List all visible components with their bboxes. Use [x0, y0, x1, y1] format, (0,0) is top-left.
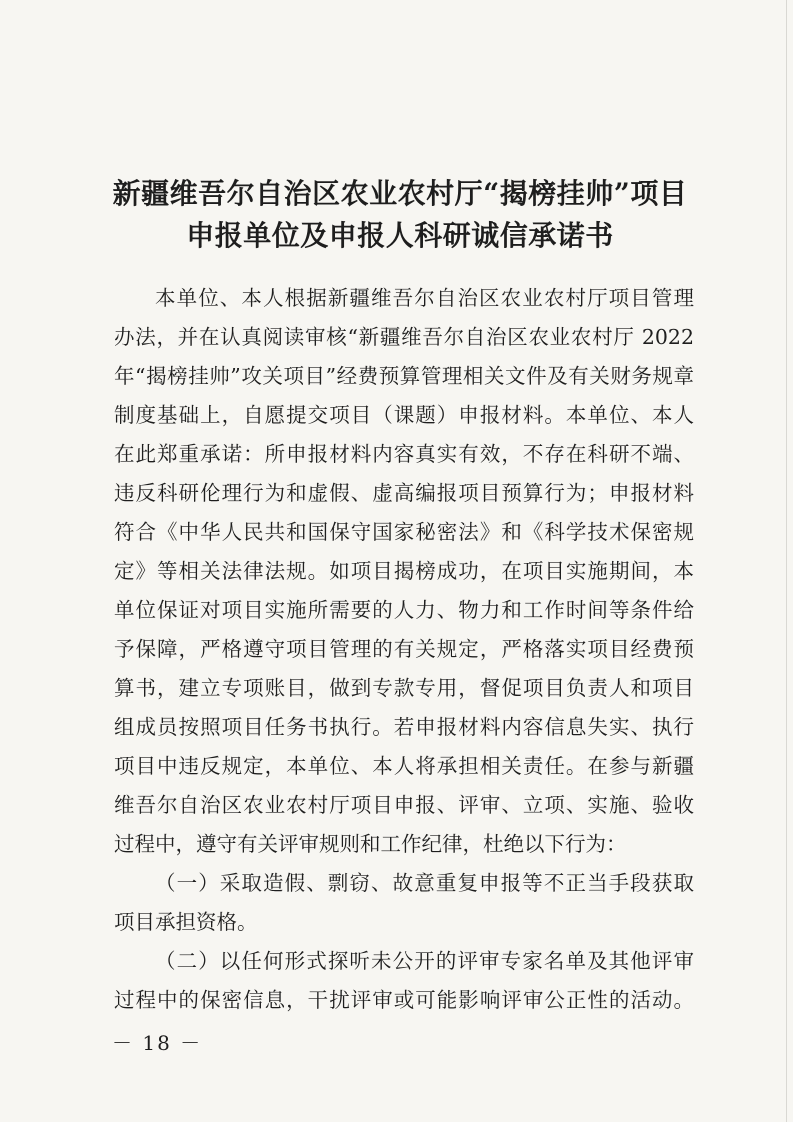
- body-line: 予保障，严格遵守项目管理的有关规定，严格落实项目经费预: [114, 637, 694, 661]
- body-line: 办法，并在认真阅读审核“新疆维吾尔自治区农业农村厅 2022: [114, 325, 694, 349]
- body-line: 过程中，遵守有关评审规则和工作纪律，杜绝以下行为：: [114, 832, 627, 856]
- body-line: 项目中违反规定，本单位、本人将承担相关责任。在参与新疆: [114, 754, 694, 778]
- list-item-2-continuation: 过程中的保密信息，干扰评审或可能影响评审公正性的活动。: [114, 988, 694, 1012]
- body-line: 定》等相关法律法规。如项目揭榜成功，在项目实施期间，本: [114, 559, 694, 583]
- body-line: 符合《中华人民共和国保守国家秘密法》和《科学技术保密规: [114, 520, 694, 544]
- body-line: 本单位、本人根据新疆维吾尔自治区农业农村厅项目管理: [155, 286, 694, 310]
- list-item-2: （二）以任何形式探听未公开的评审专家名单及其他评审: [155, 949, 694, 973]
- list-item-1: （一）采取造假、剽窃、故意重复申报等不正当手段获取: [155, 871, 694, 895]
- body-line: 算书，建立专项账目，做到专款专用，督促项目负责人和项目: [114, 676, 694, 700]
- document-title-line-2: 申报单位及申报人科研诚信承诺书: [186, 219, 614, 252]
- page-edge: [786, 0, 787, 1122]
- body-line: 违反科研伦理行为和虚假、虚高编报项目预算行为；申报材料: [114, 481, 694, 505]
- body-line: 制度基础上，自愿提交项目（课题）申报材料。本单位、本人: [114, 403, 694, 427]
- body-line: 组成员按照项目任务书执行。若申报材料内容信息失实、执行: [114, 715, 694, 739]
- page-number: － 18 －: [112, 1031, 203, 1055]
- document-title-line-1: 新疆维吾尔自治区农业农村厅“揭榜挂帅”项目: [112, 177, 688, 210]
- body-line: 单位保证对项目实施所需要的人力、物力和工作时间等条件给: [114, 598, 694, 622]
- body-line: 年“揭榜挂帅”攻关项目”经费预算管理相关文件及有关财务规章: [114, 364, 694, 388]
- body-line: 维吾尔自治区农业农村厅项目申报、评审、立项、实施、验收: [114, 793, 694, 817]
- list-item-1-continuation: 项目承担资格。: [114, 910, 258, 934]
- body-line: 在此郑重承诺：所申报材料内容真实有效，不存在科研不端、: [114, 442, 694, 466]
